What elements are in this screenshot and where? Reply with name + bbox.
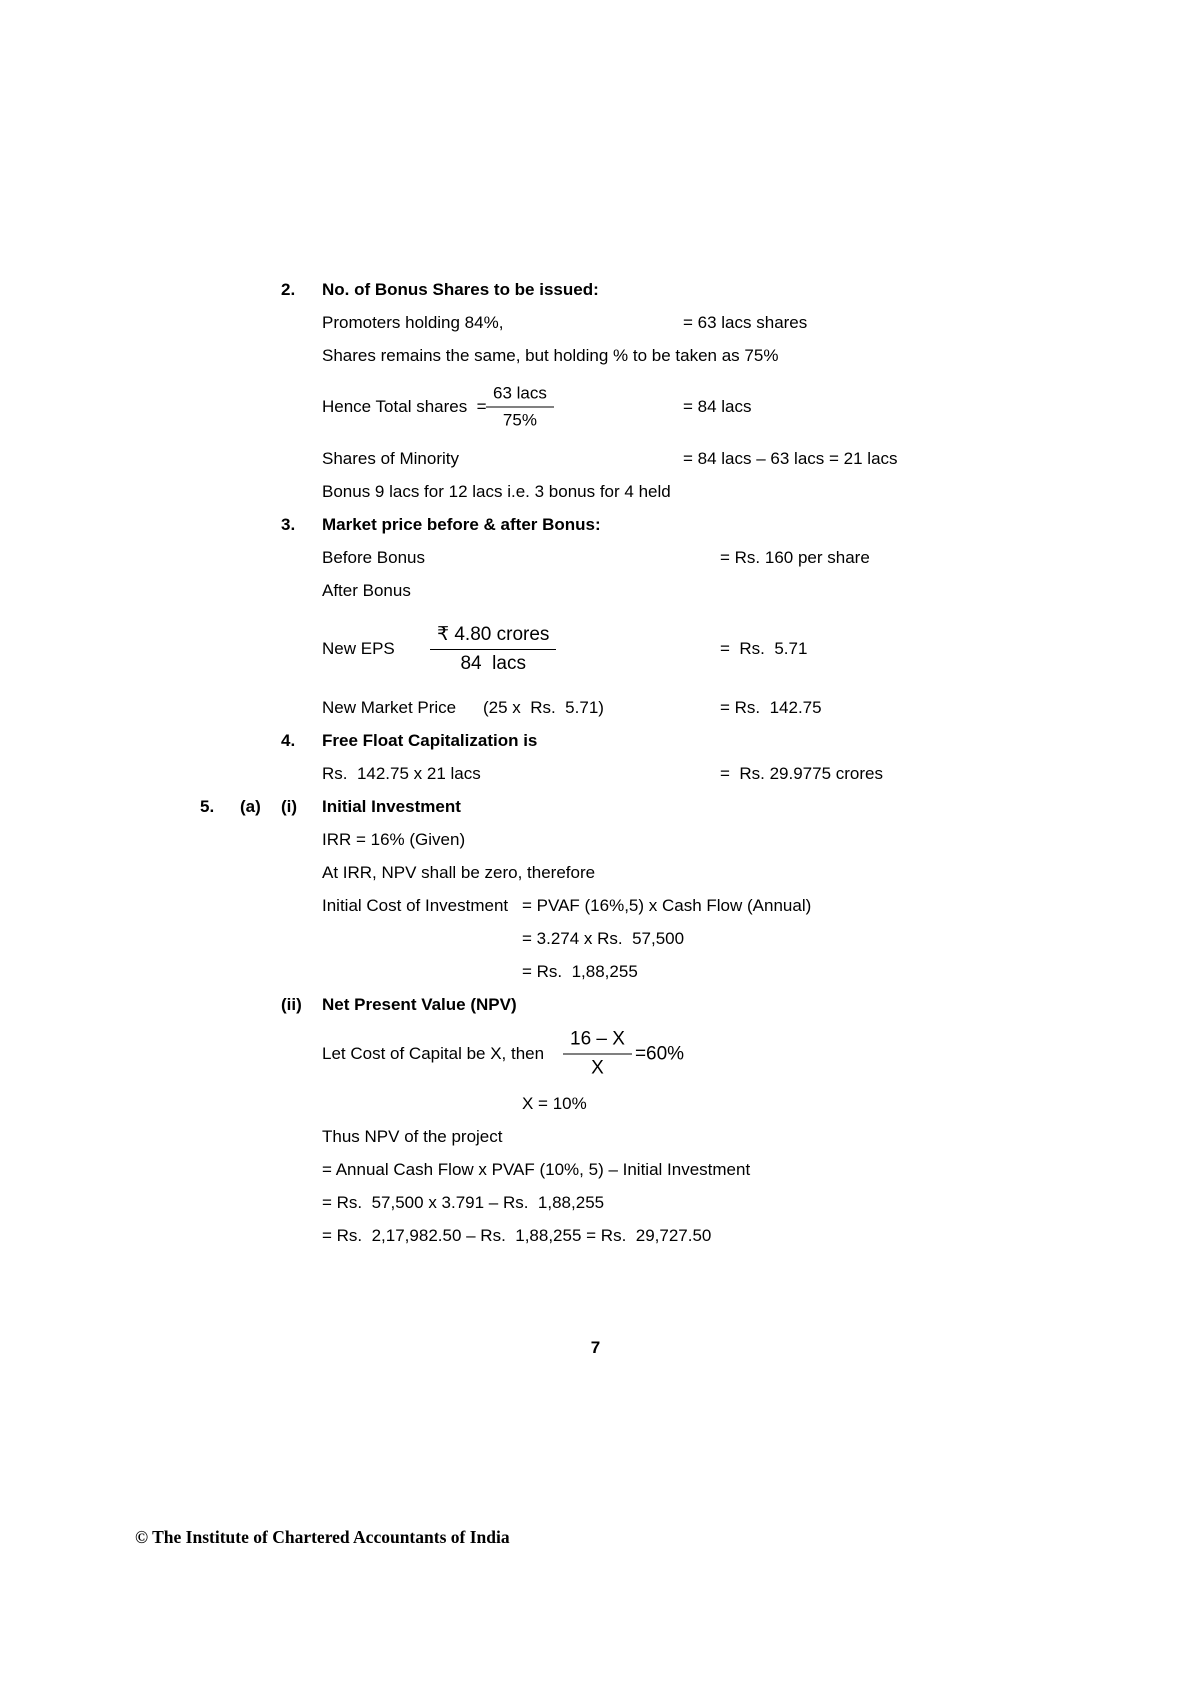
section-3-heading [0,508,1191,541]
initial-cost-eq3: = Rs. 1,88,255 [522,961,638,981]
cost-of-capital-label: Let Cost of Capital be X, then [322,1044,545,1063]
promoters-holding-value: = 63 lacs shares [683,312,808,332]
total-shares-fraction [486,384,554,431]
section-5-ii-title: Net Present Value (NPV) [322,994,517,1014]
shares-remain-row [0,339,1191,372]
minority-shares-row [0,442,1191,475]
minority-shares-value: = 84 lacs – 63 lacs = 21 lacs [683,448,898,468]
initial-cost-eq3-row [0,955,1191,988]
total-shares-label: Hence Total shares = [322,397,487,416]
total-shares-value: = 84 lacs [683,397,752,416]
npv-eq2-text: = Rs. 57,500 x 3.791 – Rs. 1,88,255 [322,1192,605,1212]
promoters-holding-row [0,306,1191,339]
npv-eq3-text: = Rs. 2,17,982.50 – Rs. 1,88,255 = Rs. 29,727.50 [322,1225,712,1245]
cost-of-capital-row [0,1021,1191,1087]
thus-npv-text: Thus NPV of the project [322,1126,503,1146]
new-market-price-expression: (25 x Rs. 5.71) [483,697,604,717]
x-value-row [0,1087,1191,1120]
section-5-ii-number: (ii) [281,994,302,1014]
section-3-number: 3. [281,514,296,534]
new-market-price-row [0,691,1191,724]
new-market-price-label: New Market Price [322,697,457,717]
before-bonus-label: Before Bonus [322,547,426,567]
free-float-calc-label: Rs. 142.75 x 21 lacs [322,763,481,783]
npv-eq2-row [0,1186,1191,1219]
fraction-numerator: 63 lacs [486,384,554,408]
initial-cost-row [0,889,1191,922]
free-float-calc-row [0,757,1191,790]
section-5-sub: (a) [240,796,261,816]
initial-cost-eq2-row [0,922,1191,955]
bonus-note-row [0,475,1191,508]
section-4-heading [0,724,1191,757]
initial-cost-eq1: = PVAF (16%,5) x Cash Flow (Annual) [522,895,812,915]
copyright-footer: © The Institute of Chartered Accountants of India [135,1527,510,1547]
section-3-title: Market price before & after Bonus: [322,514,601,534]
free-float-calc-value: = Rs. 29.9775 crores [720,763,884,783]
section-5-number: 5. [200,796,215,816]
before-bonus-value: = Rs. 160 per share [720,547,870,567]
initial-cost-eq2: = 3.274 x Rs. 57,500 [522,928,685,948]
page-number: 7 [590,1338,601,1357]
bonus-note-text: Bonus 9 lacs for 12 lacs i.e. 3 bonus for 4 held [322,481,671,501]
after-bonus-label: After Bonus [322,580,411,600]
fraction-denominator: 75% [502,410,537,430]
section-2-heading [0,273,1191,306]
before-bonus-row [0,541,1191,574]
thus-npv-row [0,1120,1191,1153]
after-bonus-row [0,574,1191,607]
cost-of-capital-fraction [563,1029,684,1080]
initial-cost-label: Initial Cost of Investment [322,895,509,915]
npv-eq1-text: = Annual Cash Flow x PVAF (10%, 5) – Initial Investment [322,1159,751,1179]
x-value-text: X = 10% [522,1093,587,1113]
cost-of-capital-equals: =60% [634,1043,685,1064]
section-4-title: Free Float Capitalization is [322,730,538,750]
new-market-price-value: = Rs. 142.75 [720,697,822,717]
section-2-number: 2. [281,279,296,299]
section-5-ii-heading [0,988,1191,1021]
total-shares-row [0,372,1191,442]
minority-shares-label: Shares of Minority [322,448,459,468]
new-eps-fraction [430,623,556,675]
page-content [0,273,1191,1252]
npv-zero-text: At IRR, NPV shall be zero, therefore [322,862,596,882]
section-2-title: No. of Bonus Shares to be issued: [322,279,599,299]
npv-eq3-row [0,1219,1191,1252]
npv-zero-row [0,856,1191,889]
new-eps-value: = Rs. 5.71 [720,639,808,658]
section-5-i-title: Initial Investment [322,796,461,816]
npv-eq1-row [0,1153,1191,1186]
section-5-heading [0,790,1191,823]
irr-text: IRR = 16% (Given) [322,829,466,849]
promoters-holding-label: Promoters holding 84%, [322,312,504,332]
irr-row [0,823,1191,856]
fraction-numerator: ₹ 4.80 crores [430,623,556,650]
fraction-denominator: X [591,1057,604,1079]
fraction-numerator: 16 – X [563,1029,632,1055]
section-5-i-number: (i) [281,796,298,816]
fraction-denominator: 84 lacs [460,653,526,674]
section-4-number: 4. [281,730,296,750]
shares-remain-text: Shares remains the same, but holding % to be taken as 75% [322,345,779,365]
new-eps-label: New EPS [322,639,395,658]
new-eps-row [0,607,1191,691]
